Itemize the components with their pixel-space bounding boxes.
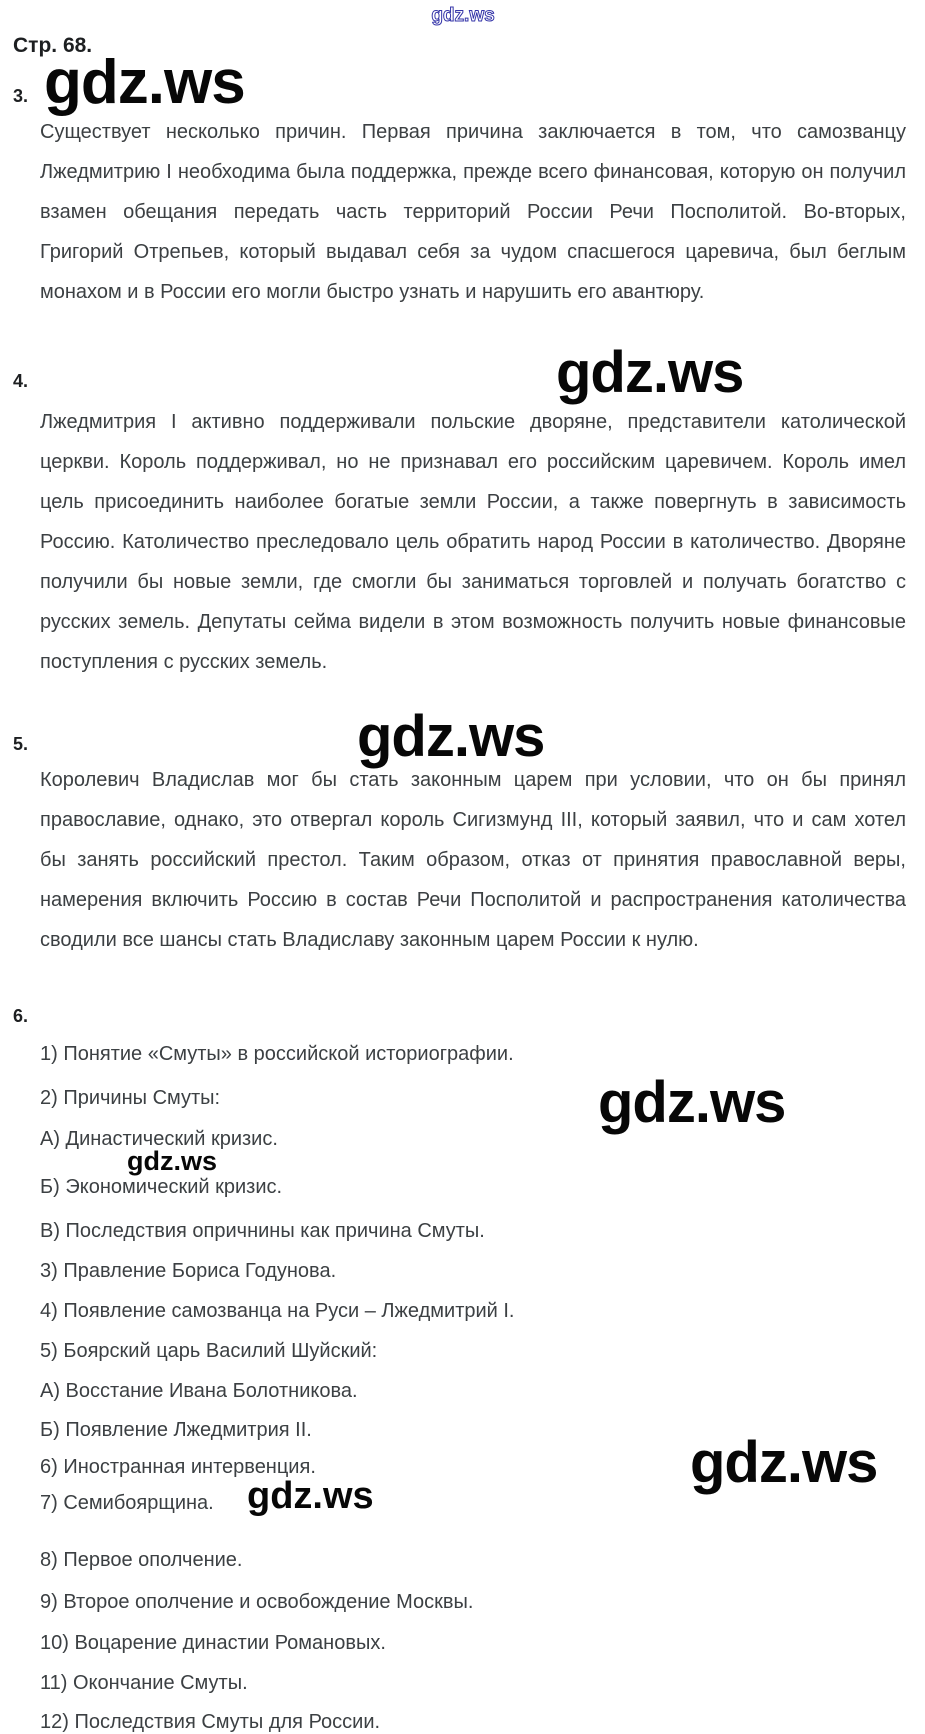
gdzws-watermark: gdz.ws bbox=[556, 340, 744, 405]
section-number: 4. bbox=[13, 371, 29, 391]
outline-list-item: 12) Последствия Смуты для России. bbox=[40, 1711, 381, 1733]
gdzws-watermark: gdz.ws bbox=[690, 1430, 878, 1495]
gdzws-watermark: gdz.ws bbox=[357, 704, 545, 769]
answer-paragraph: Лжедмитрия I активно поддерживали польские дворяне, представители католической церкви. Король поддерживал, но не признавал его российским царевичем. Король имел цель присоединить наиболее богатые земли России, а также повергнуть в зависимость Россию. Католичество преследовало цель обратить народ России в католичество. Дворяне получили бы новые земли, где смогли бы заниматься торговлей и получать богатство с русских земель. Депутаты сейма видели в этом возможность получить новые финансовые поступления с русских земель. bbox=[40, 411, 906, 673]
outline-list-item: 11) Окончание Смуты. bbox=[40, 1672, 248, 1694]
outline-list-item: 4) Появление самозванца на Руси – Лжедмитрий I. bbox=[40, 1300, 515, 1322]
outline-list-item: 1) Понятие «Смуты» в российской историографии. bbox=[40, 1043, 514, 1065]
outline-list-item: 10) Воцарение династии Романовых. bbox=[40, 1632, 386, 1654]
site-logo-watermark bbox=[0, 1, 925, 29]
site-logo-outline-svg bbox=[393, 1, 533, 29]
outline-list-item: Б) Экономический кризис. bbox=[40, 1176, 283, 1198]
outline-list-item: Б) Появление Лжедмитрия II. bbox=[40, 1419, 312, 1441]
outline-list-item: А) Династический кризис. bbox=[40, 1128, 278, 1150]
outline-list-item: 9) Второе ополчение и освобождение Москвы. bbox=[40, 1591, 474, 1613]
gdzws-watermark: gdz.ws bbox=[127, 1146, 218, 1176]
gdzws-watermark: gdz.ws bbox=[44, 48, 245, 117]
answer-paragraph: Существует несколько причин. Первая причина заключается в том, что самозванцу Лжедмитрию I необходима была поддержка, прежде всего финансовая, которую он получил взамен обещания передать часть территорий России Речи Посполитой. Во-вторых, Григорий Отрепьев, который выдавал себя за чудом спасшегося царевича, был беглым монахом и в России его могли быстро узнать и нарушить его авантюру. bbox=[40, 121, 906, 303]
gdzws-watermark: gdz.ws bbox=[598, 1070, 786, 1135]
answer-paragraph: Королевич Владислав мог бы стать законным царем при условии, что он бы принял православие, однако, это отвергал король Сигизмунд III, который заявил, что и сам хотел бы занять российский престол. Таким образом, отказ от принятия православной веры, намерения включить Россию в состав Речи Посполитой и распространения католичества сводили все шансы стать Владиславу законным царем России к нулю. bbox=[40, 769, 906, 951]
outline-list-item: 6) Иностранная интервенция. bbox=[40, 1456, 316, 1478]
outline-list-item: 2) Причины Смуты: bbox=[40, 1087, 221, 1109]
outline-list-item: 5) Боярский царь Василий Шуйский: bbox=[40, 1340, 378, 1362]
outline-list-item: В) Последствия опричнины как причина Смуты. bbox=[40, 1220, 485, 1242]
gdzws-watermark: gdz.ws bbox=[247, 1475, 374, 1517]
page-number-heading: Стр. 68. bbox=[13, 34, 93, 57]
outline-list-item: 7) Семибоярщина. bbox=[40, 1492, 214, 1514]
outline-list-item: А) Восстание Ивана Болотникова. bbox=[40, 1380, 358, 1402]
outline-list-item: 8) Первое ополчение. bbox=[40, 1549, 243, 1571]
section-number: 3. bbox=[13, 86, 29, 106]
section-number: 5. bbox=[13, 734, 29, 754]
site-logo-text: gdz.ws bbox=[430, 5, 495, 26]
section-number: 6. bbox=[13, 1006, 29, 1026]
outline-list-item: 3) Правление Бориса Годунова. bbox=[40, 1260, 337, 1282]
